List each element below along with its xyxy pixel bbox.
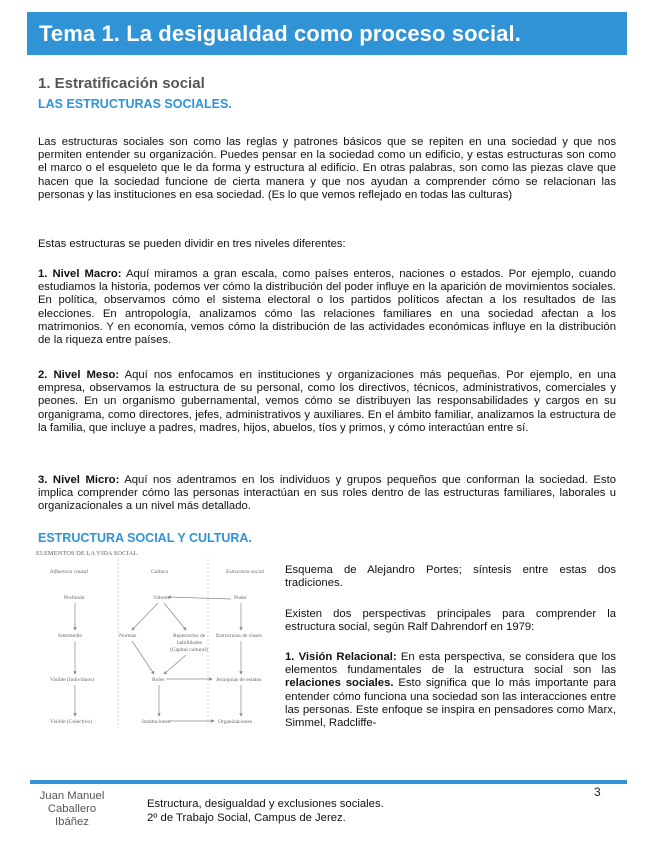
- paragraph-micro: [38, 474, 616, 514]
- node-jerarquias: Jerarquías de estatus: [216, 677, 262, 683]
- node-visible-colectivo: Visible (Colectivo): [50, 719, 92, 725]
- micro-label: 3. Nivel Micro:: [38, 474, 120, 486]
- vision-bold: relaciones sociales.: [285, 677, 394, 690]
- title-banner: [27, 12, 627, 55]
- node-repertorios-3: (Capital cultural): [170, 647, 208, 653]
- meso-label: 2. Nivel Meso:: [38, 369, 120, 381]
- subheading-estructuras: LAS ESTRUCTURAS SOCIALES.: [38, 97, 232, 111]
- arrow: [164, 655, 186, 674]
- paragraph-meso: [38, 369, 616, 435]
- column-header-cultura: Cultura: [151, 569, 169, 575]
- node-normas: Normas: [119, 633, 137, 639]
- column-header-influencia: Influencia causal: [50, 569, 89, 575]
- vision-label: 1. Visión Relacional:: [285, 651, 397, 663]
- node-repertorios-1: Repertorios de: [173, 633, 206, 639]
- arrow: [168, 597, 231, 599]
- diagram-title: ELEMENTOS DE LA VIDA SOCIAL: [36, 550, 138, 557]
- node-instituciones: Instituciones: [142, 719, 171, 725]
- node-repertorios-2: habilidades: [177, 640, 203, 646]
- paragraph-vision-relacional: [285, 651, 616, 730]
- footer-line-2: 2º de Trabajo Social, Campus de Jerez.: [147, 812, 346, 824]
- node-intermedio: Intermedio: [58, 633, 83, 639]
- footer-divider: [30, 780, 627, 784]
- section-title: 1. Estratificación social: [38, 75, 205, 92]
- page-number: 3: [594, 785, 601, 799]
- arrow: [132, 641, 154, 674]
- node-visible-individuos: Visible (Individuos): [50, 677, 95, 683]
- macro-text: Aquí miramos a gran escala, como países enteros, naciones o estados. Por ejemplo, cuando estudiamos la historia, podemos ver cómo la distribución del poder influye en la aparición de movimientos sociales. En política, observamos cómo el sistema electoral o los partidos políticos afectan a los resultados de las elecciones. En antropología, analizamos cómo las relaciones familiares en una sociedad afectan a los matrimonios. Y en economía, vemos cómo la distribución de las actividades económicas influye en la distribución de la riqueza entre países.: [38, 268, 616, 347]
- footer-author: [28, 790, 116, 829]
- vision-text-b: Esto significa que lo más importante para entender cómo funciona una sociedad son las interacciones entre las personas. Este enfoque se inspira en pensadores como Marx, Simmel, Radcliffe-: [285, 677, 616, 730]
- paragraph-macro: [38, 268, 616, 347]
- paragraph-levels: Estas estructuras se pueden dividir en tres niveles diferentes:: [38, 238, 346, 250]
- node-profundo: Profundo: [64, 595, 85, 601]
- author-line: Ibáñez: [55, 816, 89, 828]
- node-estructuras-clases: Estructuras de clases: [216, 633, 262, 639]
- author-line: Juan Manuel: [39, 790, 105, 802]
- social-life-diagram: [36, 547, 273, 730]
- subheading-cultura: ESTRUCTURA SOCIAL Y CULTURA.: [38, 531, 252, 545]
- node-poder: Poder: [234, 595, 247, 601]
- column-header-estructura: Estructura social: [226, 569, 265, 575]
- footer-line-1: Estructura, desigualdad y exclusiones sociales.: [147, 798, 384, 810]
- node-valores: Valores: [153, 595, 170, 601]
- meso-text: Aquí nos enfocamos en instituciones y organizaciones más pequeñas. Por ejemplo, en una empresa, observamos la estructura de su personal, como los directivos, técnicos, administrativos, comerciales y peones. En un organismo gubernamental, vemos cómo se distribuyen las responsabilidades y cargos en su organigrama, como directores, jefes, administrativos y auxiliares. En el ámbito familiar, analizamos la estructura de la familia, que incluye a padres, madres, hijos, abuelos, tíos y primos, y cómo interactúan entre sí.: [38, 369, 616, 434]
- vision-text-a: En esta perspectiva, se considera que los elementos fundamentales de la estructura social son las: [285, 651, 616, 677]
- paragraph-dahrendorf: Existen dos perspectivas principales para comprender la estructura social, según Ralf Dahrendorf en 1979:: [285, 608, 616, 634]
- micro-text: Aquí nos adentramos en los individuos y grupos pequeños que conforman la sociedad. Esto implica comprender cómo las personas interactúan en sus roles dentro de las estructuras familiares, laborales u organizacionales a un nivel más detallado.: [38, 474, 616, 513]
- arrow: [164, 603, 186, 630]
- paragraph-intro: Las estructuras sociales son como las reglas y patrones básicos que se repiten en una sociedad y que nos permiten entender su organización. Puedes pensar en la sociedad como un edificio, y estas estructuras son como el marco o el esqueleto que le da forma y estructura al edificio. En otras palabras, son como las piezas clave que hacen que la sociedad funcione de cierta manera y que nos ayudan a comprender cómo se relacionan las personas y las instituciones en esa sociedad. (Es lo que vemos reflejado en todas las culturas): [38, 136, 616, 201]
- node-organizaciones: Organizaciones: [218, 719, 253, 725]
- macro-label: 1. Nivel Macro:: [38, 268, 122, 280]
- arrow: [132, 603, 158, 630]
- page-title: Tema 1. La desigualdad como proceso social.: [39, 21, 521, 46]
- footer-course: [147, 797, 384, 825]
- node-roles: Roles: [152, 677, 165, 683]
- author-line: Caballero: [47, 803, 97, 815]
- paragraph-portes: Esquema de Alejandro Portes; síntesis entre estas dos tradiciones.: [285, 564, 616, 590]
